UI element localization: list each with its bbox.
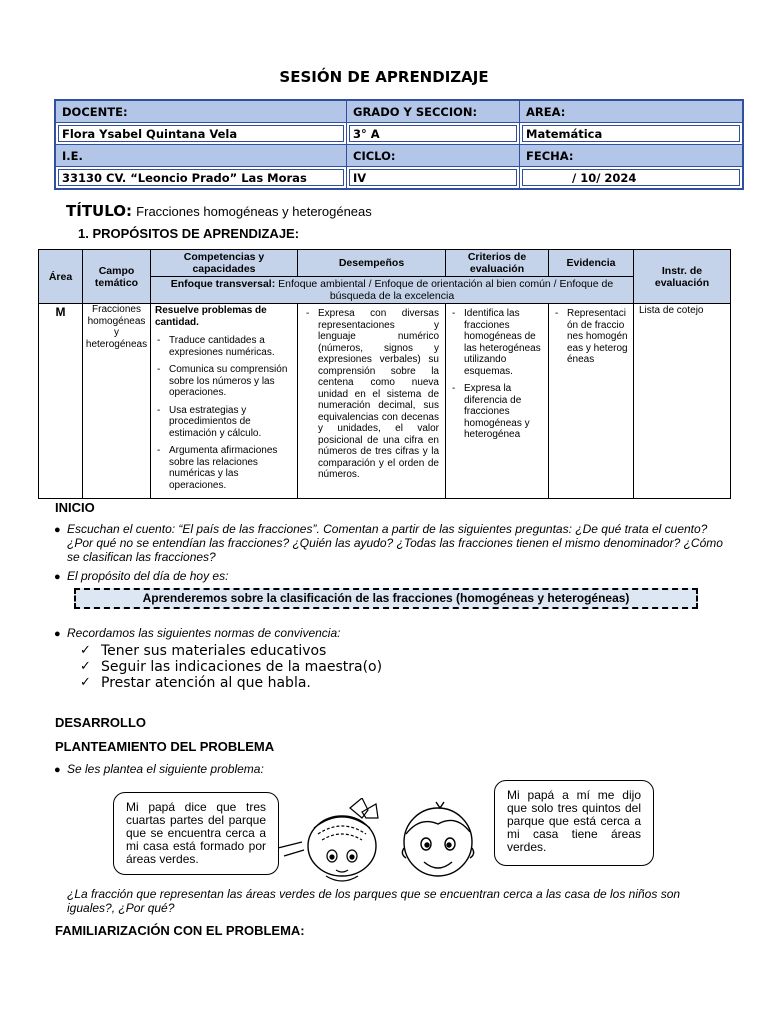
fecha-value: / 10/ 2024 xyxy=(520,167,744,190)
norm-item xyxy=(80,675,382,691)
row-campo: Fracciones homogéneas y heterogéneas xyxy=(83,304,151,499)
bullet-dot-icon: ● xyxy=(54,628,61,640)
th-competencias: Competencias y capacidades xyxy=(151,250,298,277)
capacidades-list xyxy=(155,335,293,491)
criterio-item: - Expresa la diferencia de fracciones homogéneas y heterogénea xyxy=(450,383,544,441)
th-criterios: Criterios de evaluación xyxy=(446,250,549,277)
th-campo: Campo temático xyxy=(83,250,151,304)
capacidad-item: - Usa estrategias y procedimientos de estimación y cálculo. xyxy=(155,405,293,440)
session-info-table xyxy=(54,99,744,190)
desarrollo-bullet-text: Se les plantea el siguiente problema: xyxy=(67,762,264,776)
titulo-value: Fracciones homogéneas y heterogéneas xyxy=(136,204,372,219)
inicio-bullet-1-text: Escuchan el cuento: “El país de las fracciones”. Comentan a partir de las siguientes preguntas: ¿De qué trata el cuento? ¿Por qué no se entendían las fracciones? ¿Quién las ayudo? ¿Todas las fracciones tienen el mismo denominador? ¿Cómo se clasifican las fracciones? xyxy=(67,522,723,564)
speech-bubble-boy: Mi papá a mí me dijo que solo tres quintos del parque que está cerca a mi casa tiene áreas verdes. xyxy=(494,780,654,866)
th-instr: Instr. de evaluación xyxy=(634,250,731,304)
bullet-dot-icon: ● xyxy=(54,571,61,583)
checkmark-icon: ✓ xyxy=(80,643,91,658)
bullet-dot-icon: ● xyxy=(54,764,61,776)
inicio-bullet-3 xyxy=(54,626,341,640)
row-instr: Lista de cotejo xyxy=(634,304,731,499)
inicio-bullet-3-text: Recordamos las siguientes normas de convivencia: xyxy=(67,626,341,640)
row-criterios xyxy=(446,304,549,499)
area-label: AREA: xyxy=(520,100,744,123)
capacidad-item: - Comunica su comprensión sobre los números y las operaciones. xyxy=(155,364,293,399)
ie-value: 33130 CV. “Leoncio Prado” Las Moras xyxy=(55,167,347,190)
norm-text: Tener sus materiales educativos xyxy=(101,643,327,659)
docente-label: DOCENTE: xyxy=(55,100,347,123)
criterio-item: - Identifica las fracciones homogéneas de las heterogéneas utilizando esquemas. xyxy=(450,308,544,377)
grado-label: GRADO Y SECCION: xyxy=(347,100,520,123)
checkmark-icon: ✓ xyxy=(80,675,91,690)
criterios-list xyxy=(450,308,544,441)
docente-value: Flora Ysabel Quintana Vela xyxy=(55,123,347,145)
ciclo-value: IV xyxy=(347,167,520,190)
row-desempenos xyxy=(298,304,446,499)
propositos-table xyxy=(38,249,731,499)
area-value: Matemática xyxy=(520,123,744,145)
page-title: SESIÓN DE APRENDIZAJE xyxy=(279,68,489,86)
problem-question: ¿La fracción que representan las áreas verdes de los parques que se encuentran cerca a las casa de los niños son iguales?, ¿Por qué? xyxy=(67,887,681,915)
ciclo-label: CICLO: xyxy=(347,145,520,167)
boy-illustration xyxy=(402,802,473,876)
speech-bubble-girl: Mi papá dice que tres cuartas partes del parque que se encuentra cerca a mi casa está formado por áreas verdes. xyxy=(113,792,279,875)
desarrollo-heading: DESARROLLO xyxy=(55,715,146,730)
transversal-text: Enfoque ambiental / Enfoque de orientación al bien común / Enfoque de búsqueda de la excelencia xyxy=(278,278,614,302)
norms-list xyxy=(80,643,382,691)
grado-value: 3° A xyxy=(347,123,520,145)
inicio-bullet-2-text: El propósito del día de hoy es: xyxy=(67,569,229,583)
checkmark-icon: ✓ xyxy=(80,659,91,674)
familiarizacion-heading: FAMILIARIZACIÓN CON EL PROBLEMA: xyxy=(55,923,305,938)
norm-text: Prestar atención al que habla. xyxy=(101,675,311,691)
row-competencias xyxy=(151,304,298,499)
titulo-label: TÍTULO: xyxy=(66,202,132,220)
norm-item xyxy=(80,659,382,675)
ie-label: I.E. xyxy=(55,145,347,167)
propositos-heading: 1. PROPÓSITOS DE APRENDIZAJE: xyxy=(78,226,300,241)
bullet-dot-icon: ● xyxy=(54,524,61,536)
norm-item xyxy=(80,643,382,659)
row-evidencia xyxy=(549,304,634,499)
evidencia-item: - Representación de fracciones homogéneas y heterogéneas xyxy=(553,308,629,366)
session-title-line xyxy=(66,202,372,220)
inicio-bullet-1 xyxy=(54,522,727,564)
evidencia-list xyxy=(553,308,629,366)
desarrollo-bullet xyxy=(54,762,264,776)
th-evidencia: Evidencia xyxy=(549,250,634,277)
capacidad-item: - Argumenta afirmaciones sobre las relaciones numéricas y las operaciones. xyxy=(155,445,293,491)
girl-illustration xyxy=(278,798,378,881)
inicio-heading: INICIO xyxy=(55,500,95,515)
planteamiento-heading: PLANTEAMIENTO DEL PROBLEMA xyxy=(55,739,275,754)
inicio-bullet-2 xyxy=(54,569,229,583)
th-desempenos: Desempeños xyxy=(298,250,446,277)
transversal-label: Enfoque transversal: xyxy=(170,278,276,290)
desempenos-list xyxy=(304,308,439,481)
transversal-row xyxy=(151,277,634,304)
desempeno-item: - Expresa con diversas representaciones y lenguaje numérico (números, signos y expresiones verbales) su comprensión sobre la centena como nueva unidad en el sistema de numeración decimal, sus equivalencias con decenas y unidades, el valor posicional de una cifra en números de tres cifras y la comparación y el orden de números. xyxy=(304,308,439,481)
children-illustration xyxy=(270,798,500,886)
th-area: Área xyxy=(39,250,83,304)
purpose-box: Aprenderemos sobre la clasificación de las fracciones (homogéneas y heterogéneas) xyxy=(74,588,698,609)
norm-text: Seguir las indicaciones de la maestra(o) xyxy=(101,659,383,675)
fecha-label: FECHA: xyxy=(520,145,744,167)
capacidad-item: - Traduce cantidades a expresiones numéricas. xyxy=(155,335,293,358)
row-area: M xyxy=(39,304,83,499)
competencia-title: Resuelve problemas de cantidad. xyxy=(155,305,267,328)
